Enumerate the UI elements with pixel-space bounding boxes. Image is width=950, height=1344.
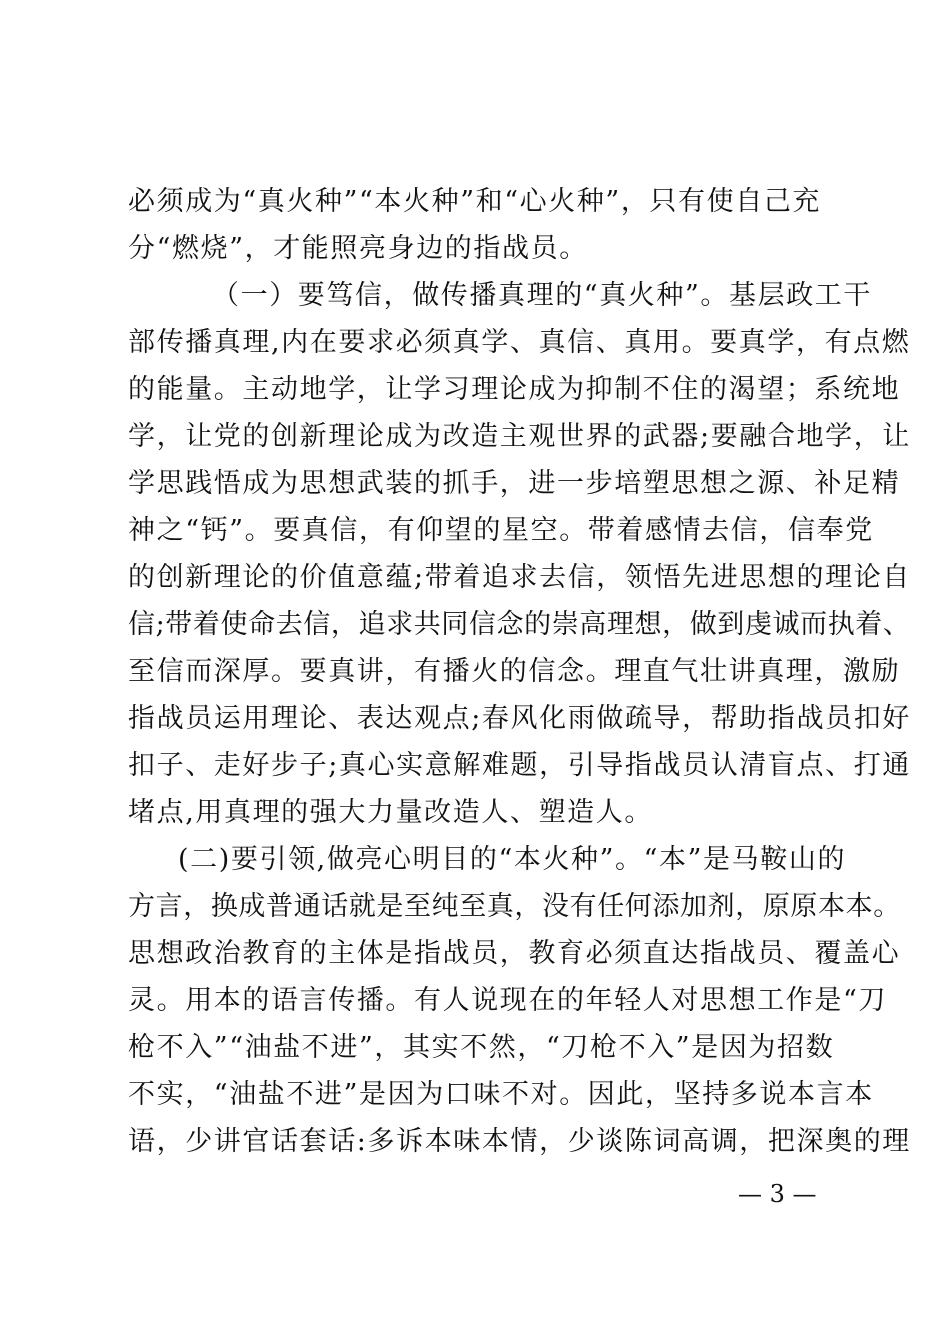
text-line: 学思践悟成为思想武装的抓手，进一步培塑思想之源、补足精 xyxy=(128,468,901,499)
text-line: 的能量。主动地学，让学习理论成为抑制不住的渴望；系统地 xyxy=(128,374,901,405)
text-line: 必须成为“真火种”“本火种”和“心火种”，只有使自己充 xyxy=(128,186,822,217)
text-line: 的创新理论的价值意蕴;带着追求去信，领悟先进思想的理论自 xyxy=(128,562,911,593)
text-line: 扣子、走好步子;真心实意解难题，引导指战员认清盲点、打通 xyxy=(128,750,911,781)
text-line: 思想政治教育的主体是指战员，教育必须直达指战员、覆盖心 xyxy=(128,938,901,969)
text-line: 至信而深厚。要真讲，有播火的信念。理直气壮讲真理，激励 xyxy=(128,656,901,687)
page-number: — 3 — xyxy=(738,1180,817,1208)
text-line: 方言，换成普通话就是至纯至真，没有任何添加剂，原原本本。 xyxy=(128,891,901,922)
section-heading-line: (二)要引领,做亮心明目的“本火种”。“本”是马鞍山的 xyxy=(178,844,847,875)
text-line: 堵点,用真理的强大力量改造人、塑造人。 xyxy=(128,797,653,828)
text-line: 不实，“油盐不进”是因为口味不对。因此，坚持多说本言本 xyxy=(128,1079,874,1110)
text-line: 信;带着使命去信，追求共同信念的崇高理想，做到虔诚而执着、 xyxy=(128,609,911,640)
text-line: 指战员运用理论、表达观点;春风化雨做疏导，帮助指战员扣好 xyxy=(128,703,911,734)
text-line: 分“燃烧”，才能照亮身边的指战员。 xyxy=(128,233,588,264)
text-line: 语，少讲官话套话:多诉本味本情，少谈陈词高调，把深奥的理 xyxy=(128,1126,911,1157)
text-line: 学，让党的创新理论成为改造主观世界的武器;要融合地学，让 xyxy=(128,421,911,452)
text-line: 部传播真理,内在要求必须真学、真信、真用。要真学，有点燃 xyxy=(128,327,911,358)
text-line: 枪不入”“油盐不进”，其实不然，“刀枪不入”是因为招数 xyxy=(128,1032,835,1063)
text-line: 灵。用本的语言传播。有人说现在的年轻人对思想工作是“刀 xyxy=(128,985,888,1016)
section-heading-line: （一）要笃信，做传播真理的“真火种”。基层政工干 xyxy=(212,280,873,311)
text-line: 神之“钙”。要真信，有仰望的星空。带着感情去信，信奉党 xyxy=(128,515,874,546)
